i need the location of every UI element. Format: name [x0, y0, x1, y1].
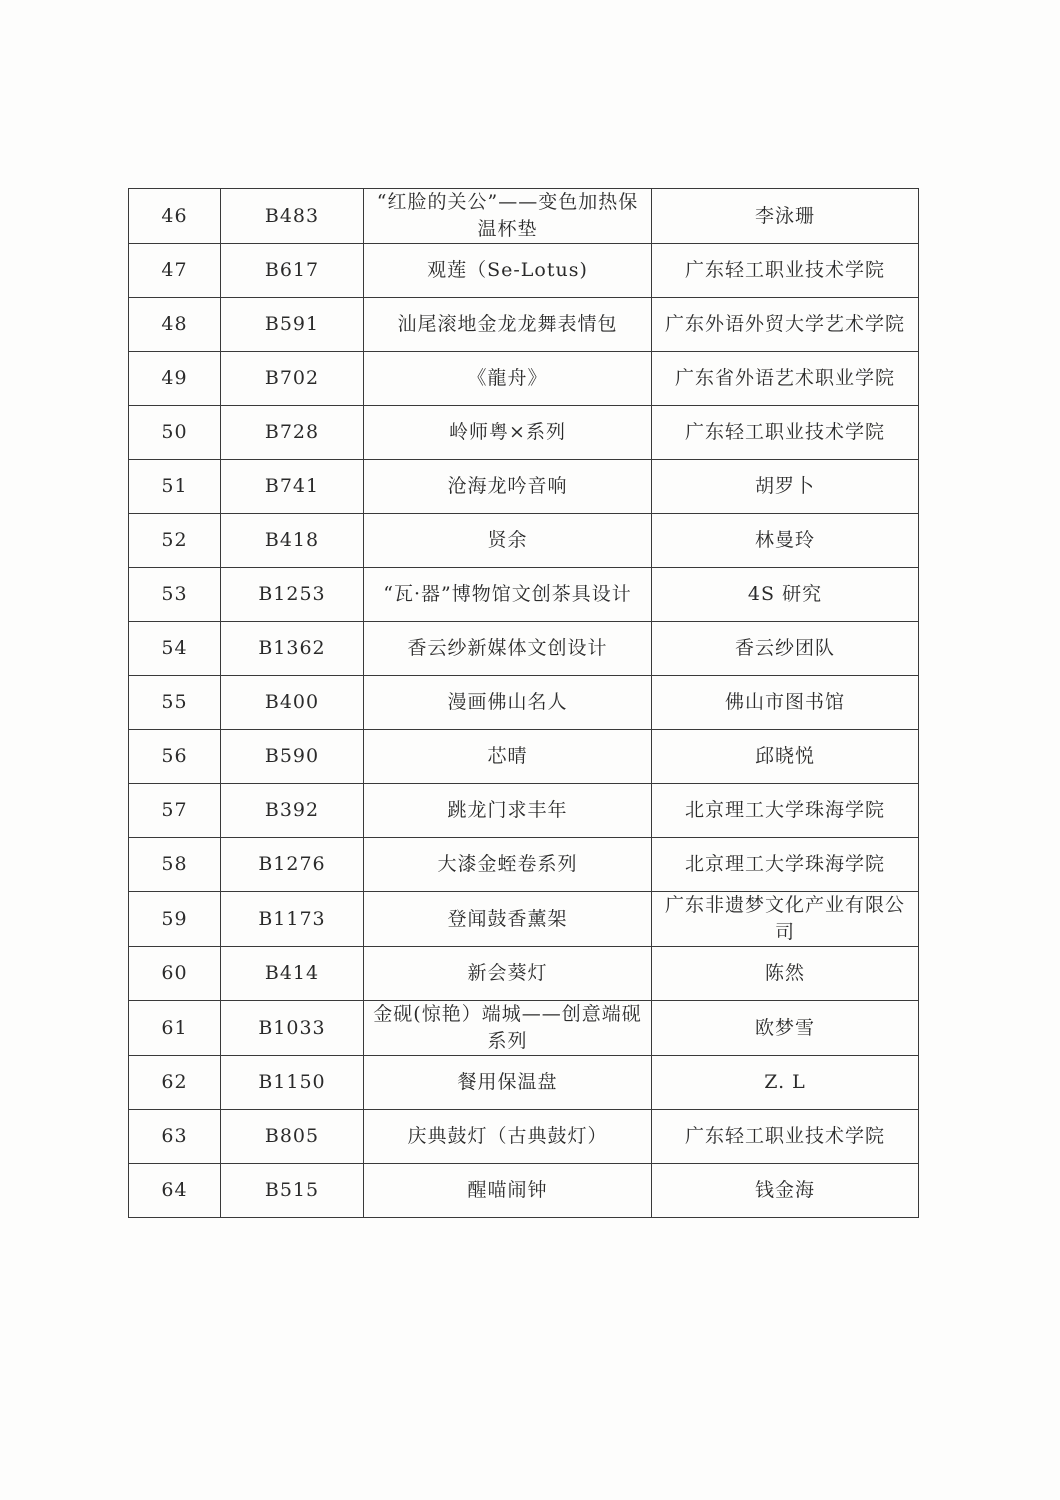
- entry-code-cell: B1276: [221, 838, 364, 892]
- work-title-cell: 金砚(惊艳）端城——创意端砚系列: [364, 1001, 652, 1056]
- entry-code-cell: B400: [221, 676, 364, 730]
- entry-code-cell: B418: [221, 514, 364, 568]
- author-cell: 佛山市图书馆: [652, 676, 919, 730]
- table-row: [129, 838, 919, 892]
- work-title-cell: 岭师粤×系列: [364, 406, 652, 460]
- author-cell: 钱金海: [652, 1164, 919, 1218]
- row-number-cell: 61: [129, 1001, 221, 1056]
- work-title-cell: 登闻鼓香薰架: [364, 892, 652, 947]
- entry-code-cell: B1173: [221, 892, 364, 947]
- author-cell: 广东轻工职业技术学院: [652, 406, 919, 460]
- author-cell: 北京理工大学珠海学院: [652, 838, 919, 892]
- work-title-cell: 大漆金蛭卷系列: [364, 838, 652, 892]
- row-number-cell: 58: [129, 838, 221, 892]
- work-title-cell: 汕尾滚地金龙龙舞表情包: [364, 298, 652, 352]
- table-row: [129, 298, 919, 352]
- author-cell: 邱晓悦: [652, 730, 919, 784]
- entry-code-cell: B590: [221, 730, 364, 784]
- author-cell: 4S 研究: [652, 568, 919, 622]
- author-cell: 欧梦雪: [652, 1001, 919, 1056]
- table-row: [129, 730, 919, 784]
- table-row: [129, 568, 919, 622]
- author-cell: Z. L: [652, 1056, 919, 1110]
- table-row: [129, 352, 919, 406]
- entry-code-cell: B591: [221, 298, 364, 352]
- row-number-cell: 55: [129, 676, 221, 730]
- table-row: [129, 1001, 919, 1056]
- row-number-cell: 47: [129, 244, 221, 298]
- entry-code-cell: B702: [221, 352, 364, 406]
- work-title-cell: 庆典鼓灯（古典鼓灯）: [364, 1110, 652, 1164]
- author-cell: 广东轻工职业技术学院: [652, 244, 919, 298]
- author-cell: 广东轻工职业技术学院: [652, 1110, 919, 1164]
- work-title-cell: 沧海龙吟音响: [364, 460, 652, 514]
- author-cell: 广东省外语艺术职业学院: [652, 352, 919, 406]
- author-cell: 广东外语外贸大学艺术学院: [652, 298, 919, 352]
- table-row: [129, 1056, 919, 1110]
- work-title-cell: 跳龙门求丰年: [364, 784, 652, 838]
- table-row: [129, 1110, 919, 1164]
- author-cell: 北京理工大学珠海学院: [652, 784, 919, 838]
- entry-code-cell: B414: [221, 947, 364, 1001]
- entry-code-cell: B1033: [221, 1001, 364, 1056]
- table-row: [129, 244, 919, 298]
- work-title-cell: 醒喵闹钟: [364, 1164, 652, 1218]
- author-cell: 香云纱团队: [652, 622, 919, 676]
- entry-code-cell: B1253: [221, 568, 364, 622]
- table-row: [129, 622, 919, 676]
- table-row: [129, 892, 919, 947]
- row-number-cell: 63: [129, 1110, 221, 1164]
- row-number-cell: 50: [129, 406, 221, 460]
- table-row: [129, 947, 919, 1001]
- row-number-cell: 56: [129, 730, 221, 784]
- row-number-cell: 49: [129, 352, 221, 406]
- author-cell: 陈然: [652, 947, 919, 1001]
- entry-code-cell: B1150: [221, 1056, 364, 1110]
- row-number-cell: 53: [129, 568, 221, 622]
- entry-code-cell: B741: [221, 460, 364, 514]
- entry-code-cell: B728: [221, 406, 364, 460]
- table-row: [129, 460, 919, 514]
- row-number-cell: 52: [129, 514, 221, 568]
- work-title-cell: 香云纱新媒体文创设计: [364, 622, 652, 676]
- row-number-cell: 60: [129, 947, 221, 1001]
- work-title-cell: 漫画佛山名人: [364, 676, 652, 730]
- work-title-cell: 芯晴: [364, 730, 652, 784]
- work-title-cell: 餐用保温盘: [364, 1056, 652, 1110]
- entry-code-cell: B617: [221, 244, 364, 298]
- author-cell: 胡罗卜: [652, 460, 919, 514]
- work-title-cell: 观莲（Se-Lotus): [364, 244, 652, 298]
- entry-code-cell: B805: [221, 1110, 364, 1164]
- entry-code-cell: B1362: [221, 622, 364, 676]
- work-title-cell: 新会葵灯: [364, 947, 652, 1001]
- table-row: [129, 1164, 919, 1218]
- entry-code-cell: B392: [221, 784, 364, 838]
- table-row: [129, 784, 919, 838]
- author-cell: 林曼玲: [652, 514, 919, 568]
- row-number-cell: 57: [129, 784, 221, 838]
- table-row: [129, 676, 919, 730]
- entry-code-cell: B483: [221, 189, 364, 244]
- row-number-cell: 59: [129, 892, 221, 947]
- work-title-cell: 贤余: [364, 514, 652, 568]
- table-body: [129, 189, 919, 1218]
- row-number-cell: 62: [129, 1056, 221, 1110]
- table-row: [129, 406, 919, 460]
- work-title-cell: “红脸的关公”——变色加热保温杯垫: [364, 189, 652, 244]
- author-cell: 广东非遗梦文化产业有限公司: [652, 892, 919, 947]
- row-number-cell: 54: [129, 622, 221, 676]
- award-table: [128, 188, 919, 1218]
- row-number-cell: 64: [129, 1164, 221, 1218]
- work-title-cell: 《龍舟》: [364, 352, 652, 406]
- table-row: [129, 189, 919, 244]
- row-number-cell: 46: [129, 189, 221, 244]
- row-number-cell: 51: [129, 460, 221, 514]
- author-cell: 李泳珊: [652, 189, 919, 244]
- entry-code-cell: B515: [221, 1164, 364, 1218]
- table-row: [129, 514, 919, 568]
- work-title-cell: “瓦·器”博物馆文创茶具设计: [364, 568, 652, 622]
- row-number-cell: 48: [129, 298, 221, 352]
